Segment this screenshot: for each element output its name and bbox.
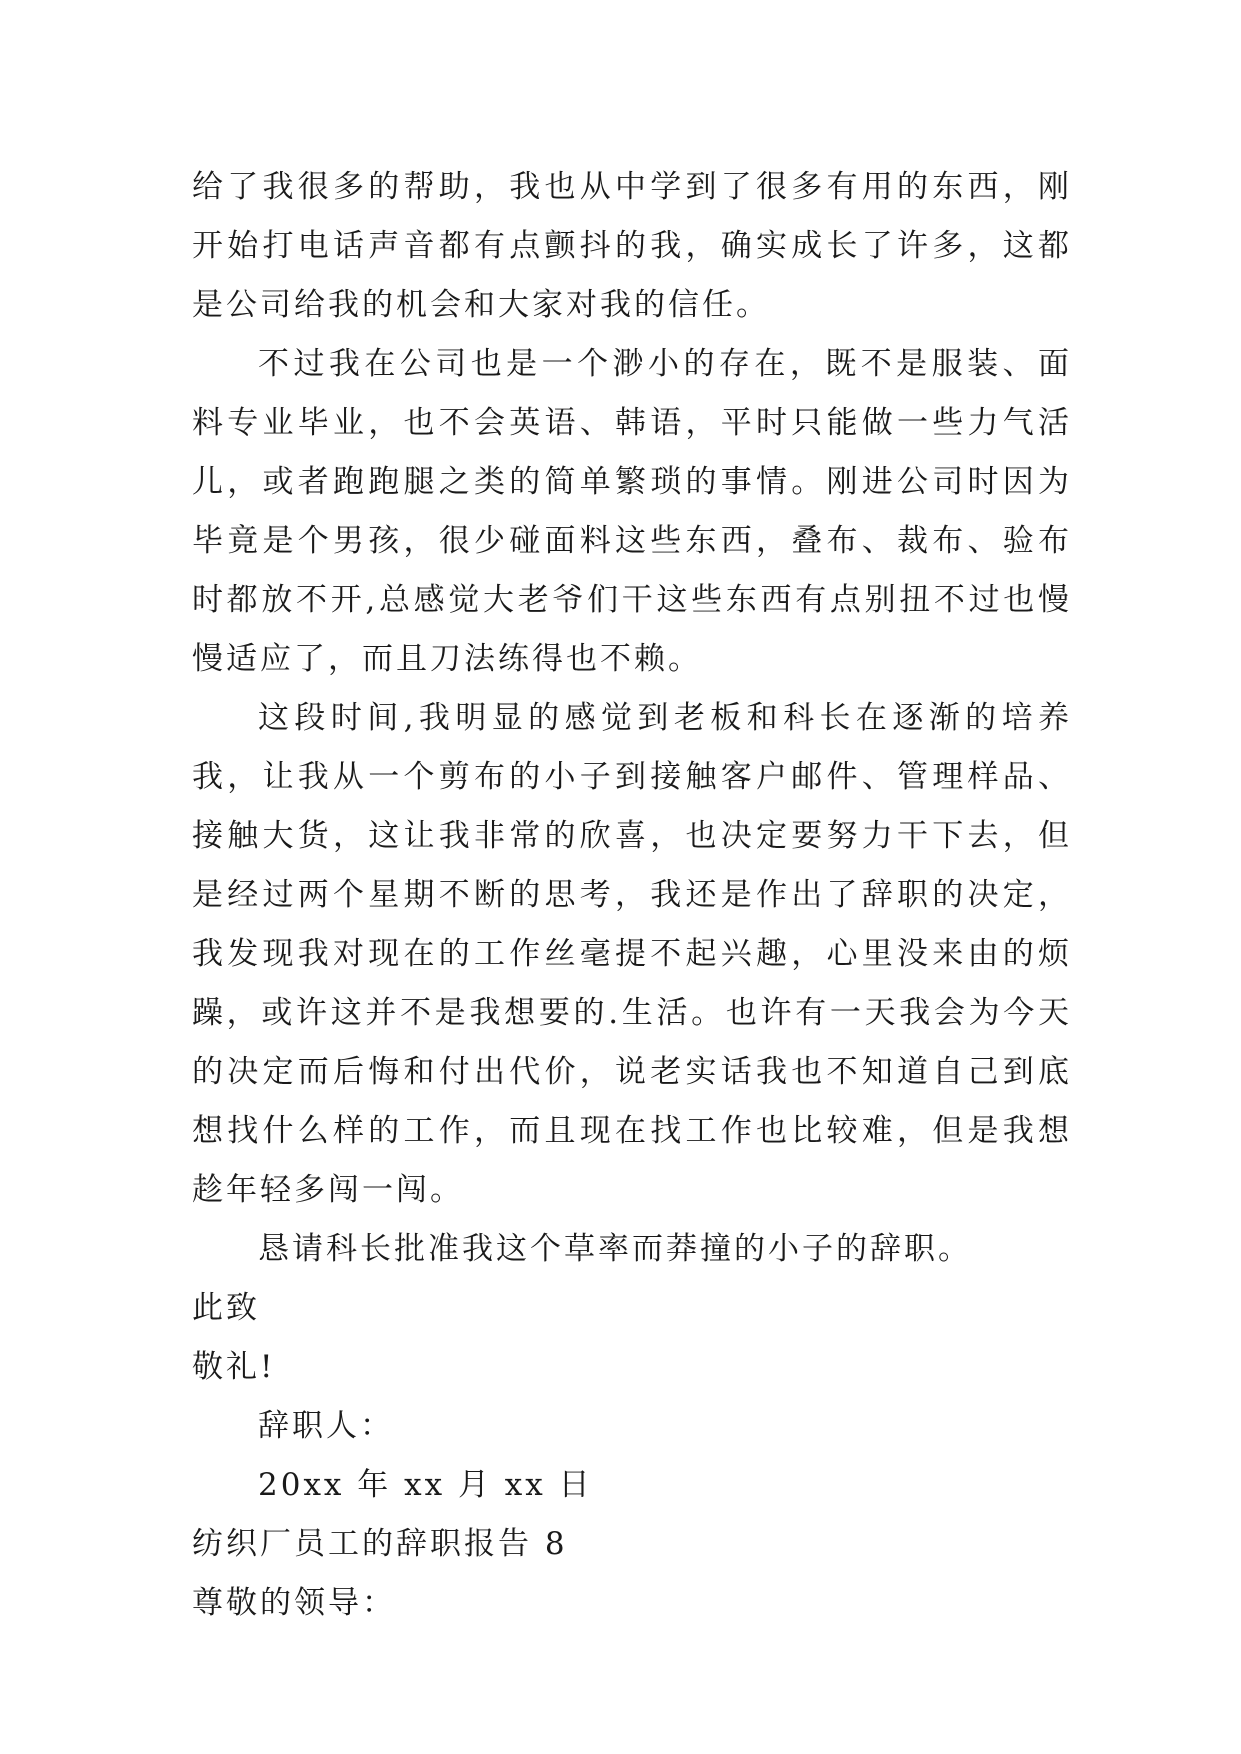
paragraph-2: 不过我在公司也是一个渺小的存在，既不是服装、面料专业毕业，也不会英语、韩语，平时只能做一些力气活儿，或者跑跑腿之类的简单繁琐的事情。刚进公司时因为毕竟是个男孩，很少碰面料这些东西，叠布、裁布、验布时都放不开,总感觉大老爷们干这些东西有点别扭不过也慢慢适应了，而且刀法练得也不赖。 bbox=[192, 346, 1072, 677]
closing-line-1: 此致 bbox=[192, 1290, 260, 1326]
next-report-salutation: 尊敬的领导： bbox=[192, 1585, 396, 1621]
next-report-title: 纺织厂员工的辞职报告 8 bbox=[192, 1526, 568, 1562]
paragraph-1: 给了我很多的帮助，我也从中学到了很多有用的东西，刚开始打电话声音都有点颤抖的我，确实成长了许多，这都是公司给我的机会和大家对我的信任。 bbox=[192, 169, 1072, 323]
document-body bbox=[192, 158, 1072, 1633]
signer-label: 辞职人： bbox=[258, 1408, 394, 1444]
paragraph-3: 这段时间,我明显的感觉到老板和科长在逐渐的培养我，让我从一个剪布的小子到接触客户邮件、管理样品、接触大货，这让我非常的欣喜，也决定要努力干下去，但是经过两个星期不断的思考，我还是作出了辞职的决定，我发现我对现在的工作丝毫提不起兴趣，心里没来由的烦躁，或许这并不是我想要的.生活。也许有一天我会为今天的决定而后悔和付出代价，说老实话我也不知道自己到底想找什么样的工作，而且现在找工作也比较难，但是我想趁年轻多闯一闯。 bbox=[192, 700, 1072, 1208]
signature-date: 20xx 年 xx 月 xx 日 bbox=[258, 1467, 593, 1503]
closing-line-2: 敬礼! bbox=[192, 1349, 276, 1385]
paragraph-4: 恳请科长批准我这个草率而莽撞的小子的辞职。 bbox=[258, 1231, 972, 1267]
